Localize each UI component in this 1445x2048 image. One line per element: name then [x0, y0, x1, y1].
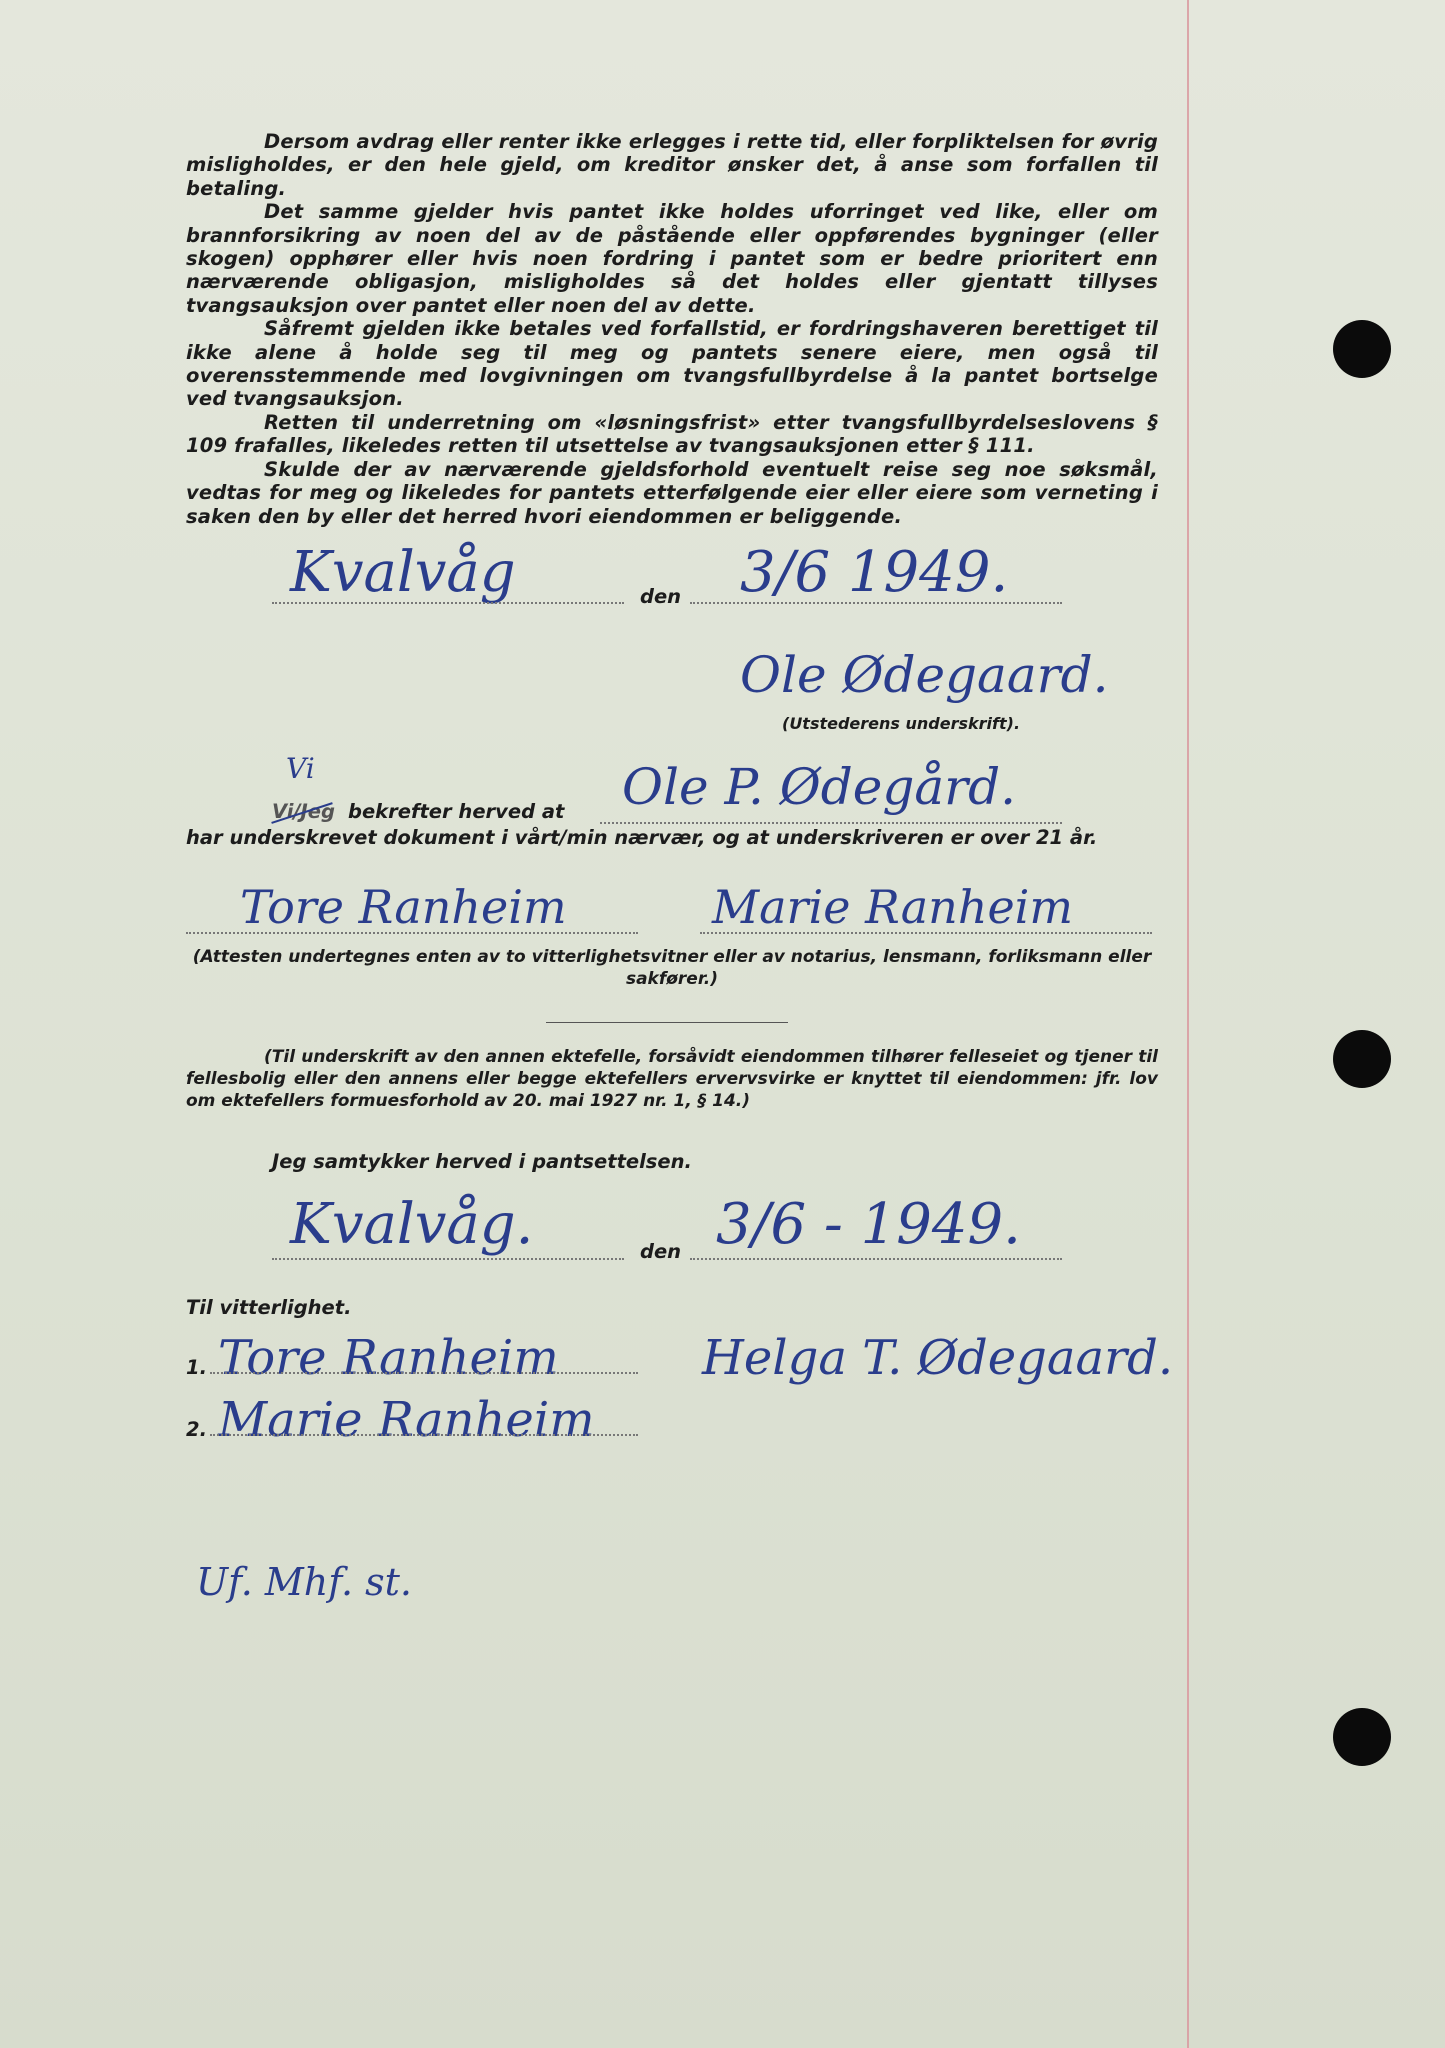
witness1-handwritten: Tore Ranheim [240, 880, 567, 934]
witness2-number: 2. [186, 1418, 207, 1441]
punch-hole-bottom [1333, 1708, 1391, 1766]
confirm-statement: har underskrevet dokument i vårt/min nærvær, og at underskriveren er over 21 år. [186, 826, 1098, 849]
issuer-place-handwritten: Kvalvåg [290, 540, 516, 605]
place-dotted-line [272, 602, 624, 604]
issuer-date-handwritten: 3/6 1949. [740, 540, 1009, 605]
footer-note-handwritten: Uf. Mhf. st. [196, 1560, 412, 1604]
punch-hole-top [1333, 320, 1391, 378]
confirmed-person-dotted-line [600, 822, 1062, 824]
paragraph-notice: Retten til underretning om «løsningsfrist» etter tvangsfullbyrdelseslovens § 109 frafalles, likeledes retten til utsettelse av tvangsauksjonen etter § 111. [186, 410, 1158, 458]
section-divider [546, 1022, 788, 1023]
paragraph-payment: Såfremt gjelden ikke betales ved forfallstid, er fordringshaveren berettiget til ikke alene å holde seg til meg og pantets senere eiere, men også til overensstemmende med lovgivningen om tvangsfullbyrdelse å la pantet bortselge ved tvangsauksjon. [186, 317, 1158, 411]
confirm-label: bekrefter herved at [348, 800, 565, 823]
struck-pronoun: Vi/Jeg [272, 800, 335, 823]
date-dotted-line [690, 602, 1062, 604]
punch-hole-middle [1333, 1030, 1391, 1088]
spouse-note-text: (Til underskrift av den annen ektefelle, forsåvidt eiendommen tilhører felleseiet og tjener til fellesbolig eller den annens eller begge ektefellers ervervsvirke er knyttet til eiendommen: jfr. lov om ektefellers formuesforhold av 20. mai 1927 nr. 1, § 14.) [186, 1047, 1158, 1111]
witness2-dotted-line [700, 932, 1152, 934]
spouse-witness2-handwritten: Marie Ranheim [218, 1392, 595, 1448]
spouse-signature-handwritten: Helga T. Ødegaard. [702, 1330, 1174, 1386]
witness2-handwritten: Marie Ranheim [712, 880, 1073, 934]
spouse-witness1-dotted-line [210, 1372, 638, 1374]
spouse-witness2-dotted-line [210, 1434, 638, 1436]
spouse-date-dotted-line [690, 1258, 1062, 1260]
witness1-number: 1. [186, 1356, 207, 1379]
issuer-signature-handwritten: Ole Ødegaard. [740, 646, 1109, 704]
spouse-place-handwritten: Kvalvåg. [290, 1192, 534, 1257]
terms-paragraphs [186, 130, 1158, 528]
spouse-note [186, 1046, 1158, 1112]
den-label: den [640, 585, 682, 608]
paragraph-venue: Skulde der av nærværende gjeldsforhold eventuelt reise seg noe søksmål, vedtas for meg og likeledes for pantets etterfølgende eier eller eiere som verneting i saken den by eller det herred hvori eiendommen er beliggende. [186, 457, 1158, 528]
spouse-witness1-handwritten: Tore Ranheim [218, 1330, 559, 1386]
attestation-note [186, 946, 1158, 990]
attestation-note-text: (Attesten undertegnes enten av to vitterlighetsvitner eller av notarius, lensmann, forliksmann eller sakfører.) [192, 947, 1152, 989]
witness1-dotted-line [186, 932, 638, 934]
red-margin-rule [1187, 0, 1189, 2048]
spouse-date-handwritten: 3/6 - 1949. [716, 1192, 1021, 1257]
spouse-den-label: den [640, 1240, 682, 1263]
issuer-signature-caption: (Utstederens underskrift). [782, 714, 1021, 733]
paragraph-maintenance: Det samme gjelder hvis pantet ikke holdes uforringet ved like, eller om brannforsikring av noen del av de påstående eller oppførendes bygninger (eller skogen) opphører eller hvis noen fordring i pantet som er bedre prioritert enn nærværende obligasjon, misligholdes så det holdes eller gjentatt tillyses tvangsauksjon over pantet eller noen del av dette. [186, 200, 1158, 317]
spouse-place-dotted-line [272, 1258, 624, 1260]
confirmed-person-handwritten: Ole P. Ødegård. [622, 758, 1016, 816]
correction-handwritten: Vi [286, 752, 315, 785]
consent-statement: Jeg samtykker herved i pantsettelsen. [272, 1150, 692, 1173]
witness-heading: Til vitterlighet. [186, 1296, 352, 1319]
paragraph-default: Dersom avdrag eller renter ikke erlegges i rette tid, eller forpliktelsen for øvrig misligholdes, er den hele gjeld, om kreditor ønsker det, å anse som forfallen til betaling. [186, 130, 1158, 200]
